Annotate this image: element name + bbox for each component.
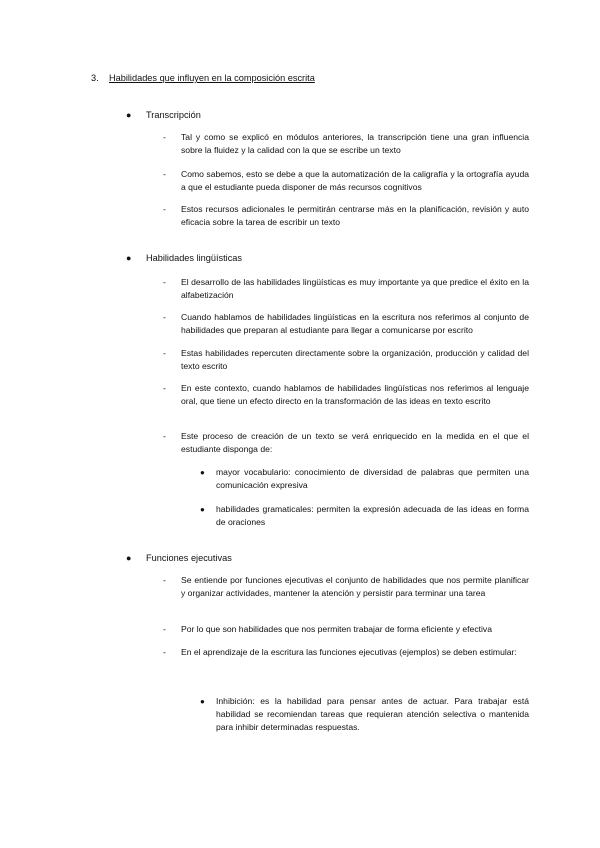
sub-item-text: Inhibición: es la habilidad para pensar antes de actuar. Para trabajar está habilidad se recomiendan tareas que requieran atención selectiva o mantenida para inhibir determinadas respuestas. [216, 696, 529, 732]
item-text: Estos recursos adicionales le permitirán centrarse más en la planificación, revisión y auto eficacia sobre la tarea de escribir un texto [181, 204, 529, 227]
item-text: Tal y como se explicó en módulos anteriores, la transcripción tiene una gran influencia sobre la fluidez y la calidad con la que se escribe un texto [181, 132, 529, 155]
dash-icon: - [163, 312, 166, 322]
item-text: Este proceso de creación de un texto se verá enriquecido en la medida en el que el estudiante disponga de: [181, 431, 529, 454]
sub-item-text: habilidades gramaticales: permiten la expresión adecuada de las ideas en forma de oraciones [216, 504, 529, 527]
dash-icon: - [163, 383, 166, 393]
dash-icon: - [163, 647, 166, 657]
dash-icon: - [163, 277, 166, 287]
item-text: Cuando hablamos de habilidades lingüísticas en la escritura nos referimos al conjunto de habilidades que preparan al estudiante para llegar a comunicarse por escrito [181, 312, 529, 335]
dash-icon: - [163, 624, 166, 634]
heading-title: Habilidades que influyen en la composición escrita [109, 73, 315, 83]
item-text: Se entiende por funciones ejecutivas el conjunto de habilidades que nos permite planificar y organizar actividades, mantener la atención y persistir para terminar una tarea [181, 575, 529, 598]
dash-icon: - [163, 575, 166, 585]
item-text: Estas habilidades repercuten directamente sobre la organización, producción y calidad del texto escrito [181, 348, 529, 371]
item-text: En el aprendizaje de la escritura las funciones ejecutivas (ejemplos) se deben estimular: [181, 647, 517, 657]
item-text: El desarrollo de las habilidades lingüísticas es muy importante ya que predice el éxito en la alfabetización [181, 277, 529, 300]
dash-icon: - [163, 431, 166, 441]
section-label: Transcripción [146, 110, 201, 120]
bullet-icon: ● [200, 505, 205, 514]
bullet-icon: ● [200, 468, 205, 477]
bullet-icon: ● [200, 697, 205, 706]
dash-icon: - [163, 169, 166, 179]
bullet-icon: ● [126, 253, 132, 263]
dash-icon: - [163, 348, 166, 358]
section-label: Habilidades lingüísticas [146, 253, 243, 263]
bullet-icon: ● [126, 553, 132, 563]
bullet-icon: ● [126, 110, 132, 120]
item-text: Como sabemos, esto se debe a que la automatización de la caligrafía y la ortografía ayuda a que el estudiante pueda disponer de más recursos cognitivos [181, 169, 529, 192]
sub-item-text: mayor vocabulario: conocimiento de diversidad de palabras que permiten una comunicación expresiva [216, 467, 529, 490]
section-label: Funciones ejecutivas [146, 553, 232, 563]
item-text: En este contexto, cuando hablamos de habilidades lingüísticas nos referimos al lenguaje oral, que tiene un efecto directo en la transformación de las ideas en texto escrito [181, 383, 529, 406]
item-text: Por lo que son habilidades que nos permiten trabajar de forma eficiente y efectiva [181, 624, 492, 634]
dash-icon: - [163, 132, 166, 142]
heading-number: 3. [91, 73, 99, 83]
dash-icon: - [163, 204, 166, 214]
